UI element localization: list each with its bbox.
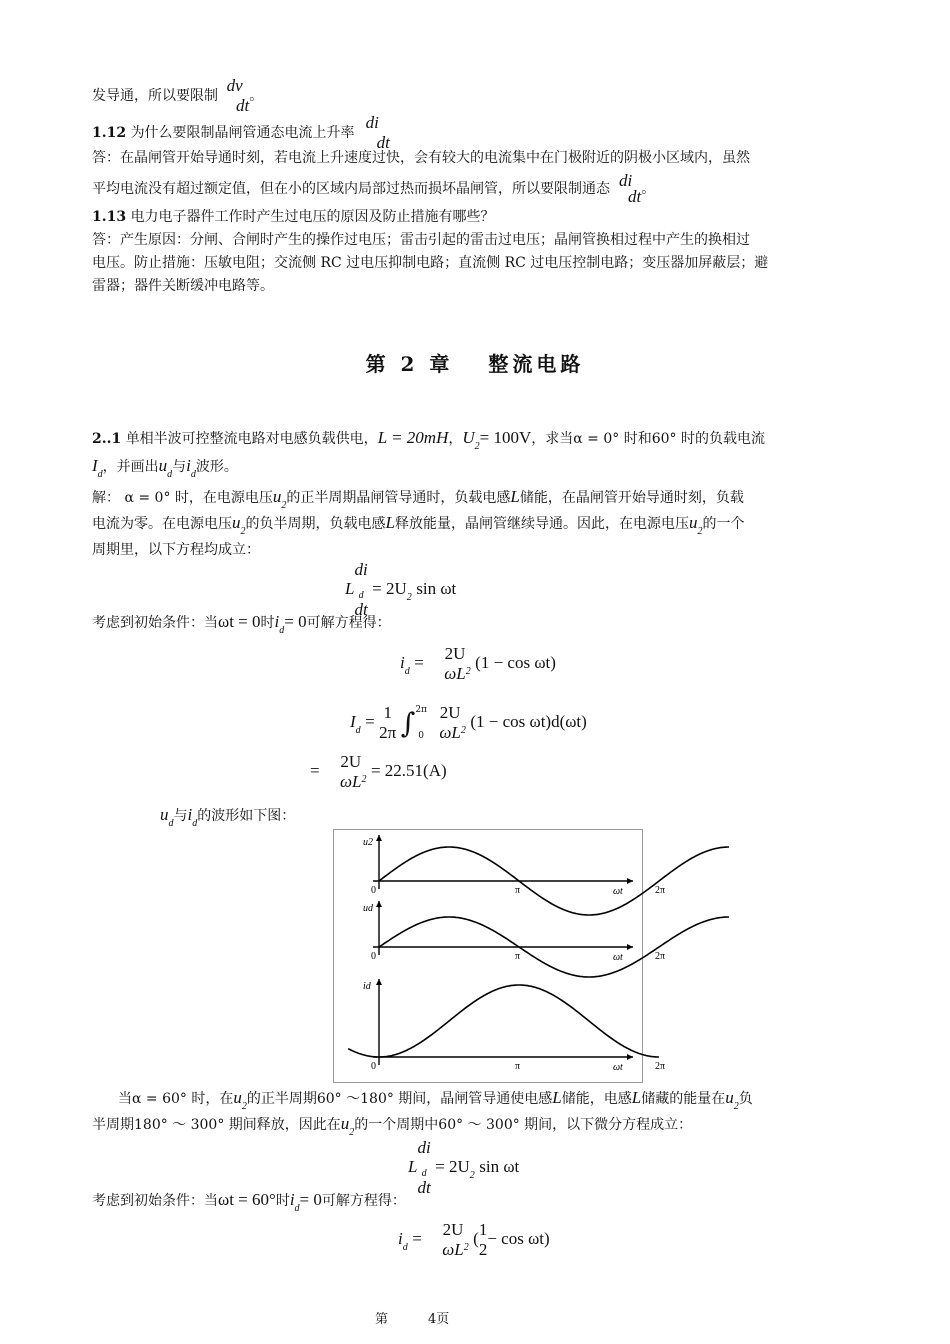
chapter-title: 第 2 章 整流电路 bbox=[365, 352, 585, 376]
x-axis-label: ωt bbox=[613, 1062, 623, 1073]
answer-1-12: 答：在晶闸管开始导通时刻，若电流上升速度过快，会有较大的电流集中在门极附近的阴极小区域内，虽然 平均电流没有超过额定值，但在小的区域内局部过热而损坏晶闸管，所以要限制通态 di dt 。 bbox=[92, 150, 750, 206]
equation-4: = 2U ωL $_2$ = 22.51(A) bbox=[310, 752, 447, 791]
x-tick-label: π bbox=[515, 1061, 521, 1072]
solution-line1: 解： α = 0° 时，在电源电压$u_2$的正半周期晶闸管导通时，负载电感L储能，在晶闸管开始导通时刻，负载 bbox=[92, 487, 744, 511]
question-1-13: 1.13 电力电子器件工作时产生过电压的原因及防止措施有哪些？ 答：产生原因：分闸、合闸时产生的操作过电压；雷击引起的雷击过电压；晶闸管换相过程中产生的换相过 电压。防止措施：压敏电阻；交流侧 RC 过电压抑制电路；直流侧 RC 过电压控制电路；变压器加屏蔽层；避 雷器；器件关断缓冲电路等。 bbox=[92, 209, 769, 294]
waveform-chart bbox=[333, 829, 666, 1083]
equation-1: L di d dt = $2U_2$ sin ωt bbox=[345, 560, 457, 619]
x-tick-label: 0 bbox=[371, 951, 376, 962]
x-tick-label: 2π bbox=[655, 885, 666, 896]
equation-5: L di d dt = $2U_2$ sin ωt bbox=[408, 1138, 520, 1197]
chart-frame bbox=[334, 830, 643, 1083]
x-axis-label: ωt bbox=[613, 952, 623, 963]
initial-condition-1: 考虑到初始条件：当ωt = 0时$i_d= 0$可解方程得： bbox=[92, 612, 391, 636]
x-tick-label: 0 bbox=[371, 885, 376, 896]
solution-line3: 周期里，以下方程均成立： bbox=[92, 542, 260, 558]
question-2-1-line2: $I_d$，并画出$u_d$与$i_d$波形。 bbox=[92, 456, 238, 480]
question-1-12: 1.12 为什么要限制晶闸管通态电流上升率 di dt bbox=[92, 113, 390, 152]
y-axis-label: id bbox=[363, 981, 371, 992]
x-tick-label: π bbox=[515, 951, 521, 962]
page-footer: 第 4页 bbox=[375, 1312, 450, 1327]
equation-3: $I_d$ = 1 2π ∫ 2π 0 2U ωL $_2$ (1 − cos ωt)d(ωt) bbox=[350, 703, 587, 742]
initial-condition-2: 考虑到初始条件：当ωt = 60°时$i_d= 0$可解方程得： bbox=[92, 1190, 406, 1214]
y-axis-label: u2 bbox=[363, 837, 373, 848]
equation-6: $i_d$ = 2U ωL $_2$ ( 1 2 − cos ωt) bbox=[398, 1220, 550, 1259]
alpha60-line1: 当α = 60° 时，在$u_2$的正半周期60° ～180° 期间，晶闸管导通使电感L储能，电感L储藏的能量在$u_2$负 bbox=[118, 1088, 753, 1112]
text-line: 发导通，所以要限制 dv dt 。 bbox=[92, 76, 264, 115]
x-tick-label: π bbox=[515, 885, 521, 896]
x-tick-label: 2π bbox=[655, 1061, 666, 1072]
question-2-1: 2..1 单相半波可控整流电路对电感负载供电，L = 20mH，$U_2= 100V$，求当α = 0° 时和60° 时的负载电流 bbox=[92, 428, 765, 452]
equation-2: $i_d$ = 2U ωL $_2$ (1 − cos ωt) bbox=[400, 644, 556, 683]
wave-caption: $u_d$与$i_d$的波形如下图： bbox=[160, 805, 296, 829]
x-tick-label: 0 bbox=[371, 1061, 376, 1072]
solution-line2: 电流为零。在电源电压$u_2$的负半周期，负载电感L释放能量，晶闸管继续导通。因此，在电源电压$u_2$的一个 bbox=[92, 513, 745, 537]
x-tick-label: 2π bbox=[655, 951, 666, 962]
alpha60-line2: 半周期180° ～ 300° 期间释放，因此在$u_2$的一个周期中60° ～ 300° 期间，以下微分方程成立： bbox=[92, 1114, 693, 1138]
x-axis-label: ωt bbox=[613, 886, 623, 897]
y-axis-label: ud bbox=[363, 903, 373, 914]
